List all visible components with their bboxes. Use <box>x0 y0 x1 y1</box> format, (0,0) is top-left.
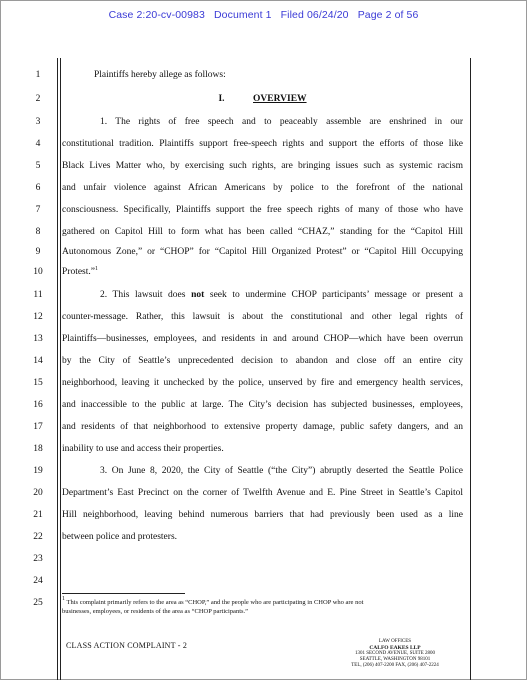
line-number: 5 <box>35 161 41 171</box>
firm-phone: TEL, (206) 407-2200 FAX, (206) 407-2224 <box>351 663 439 668</box>
paragraph-line: and residents of that neighborhood to extensive property damage, public safety dangers, and an <box>62 422 463 432</box>
paragraph-line: constitutional tradition. Plaintiffs support free-speech rights and support the efforts of those like <box>62 139 463 149</box>
margin-rule-right <box>470 58 471 680</box>
section-title: OVERVIEW <box>253 94 307 104</box>
firm-label: LAW OFFICES <box>378 639 412 644</box>
section-heading <box>62 93 463 105</box>
paragraph-text: seek to undermine CHOP participants’ message or present a <box>204 290 464 300</box>
page-count: Page 2 of 56 <box>357 9 419 21</box>
firm-address-line: 1301 SECOND AVENUE, SUITE 2800 <box>354 651 436 656</box>
line-number: 1 <box>35 70 41 80</box>
ecf-header <box>0 9 527 21</box>
footnote-continuation: businesses, employees, or residents of the area as “CHOP participants.” <box>62 608 249 615</box>
line-number: 10 <box>33 267 43 277</box>
line-number: 16 <box>33 400 43 410</box>
paragraph-line: and inaccessible to the public at large. The City’s decision has subjected businesses, employees, <box>62 400 463 410</box>
filed-date: Filed 06/24/20 <box>280 9 349 21</box>
line-number: 2 <box>35 94 41 104</box>
line-number: 14 <box>33 356 43 366</box>
paragraph-line: Department’s East Precinct on the corner of Twelfth Avenue and E. Pine Street in Seattle’s Capitol <box>62 488 463 498</box>
paragraph-line: Plaintiffs—businesses, employees, and residents in and around CHOP—which have been overrun <box>62 334 463 344</box>
document-number: Document 1 <box>213 9 272 21</box>
line-number: 21 <box>33 510 43 520</box>
paragraph-line <box>62 266 463 278</box>
footnote-text: This complaint primarily refers to the area as “CHOP,” and the people who are participating in CHOP who are not <box>65 599 364 606</box>
line-number: 8 <box>35 227 41 237</box>
line-number: 13 <box>33 334 43 344</box>
line-number: 24 <box>33 576 43 586</box>
firm-name: CALFO EAKES LLP <box>369 645 421 651</box>
paragraph-line: by the City of Seattle’s unprecedented decision to abandon and close off an entire city <box>62 356 463 366</box>
paragraph-line: and unfair violence against African Americans by police to the forefront of the national <box>62 183 463 193</box>
paragraph-text: Protest.” <box>62 267 95 277</box>
margin-rule-left-inner <box>60 58 61 680</box>
paragraph-line: counter-message. Rather, this lawsuit is about the constitutional and other legal rights of <box>62 312 463 322</box>
paragraph-line: 1. The rights of free speech and to peaceably assemble are enshrined in our <box>100 117 463 127</box>
line-number: 3 <box>35 117 41 127</box>
paragraph-text: 2. This lawsuit does <box>100 290 192 300</box>
paragraph-line: 3. On June 8, 2020, the City of Seattle (“the City”) abruptly deserted the Seattle Police <box>100 466 463 476</box>
paragraph-line: Hill neighborhood, leaving behind numerous barriers that had previously been used as a line <box>62 510 463 520</box>
law-firm-block <box>320 639 470 669</box>
line-number: 23 <box>33 554 43 564</box>
line-number: 19 <box>33 466 43 476</box>
intro-line: Plaintiffs hereby allege as follows: <box>94 70 226 80</box>
case-number: Case 2:20-cv-00983 <box>108 9 205 21</box>
line-number: 15 <box>33 378 43 388</box>
firm-address-line: SEATTLE, WASHINGTON 98101 <box>359 657 431 662</box>
line-number: 7 <box>35 205 41 215</box>
paragraph-line: between police and protesters. <box>62 532 178 542</box>
line-number: 18 <box>33 444 43 454</box>
line-number: 20 <box>33 488 43 498</box>
footnote <box>62 598 463 607</box>
paragraph-line: consciousness. Specifically, Plaintiffs support the free speech rights of many of those who have <box>62 205 463 215</box>
line-number: 12 <box>33 312 43 322</box>
footnote-separator <box>62 593 185 594</box>
paragraph-line: inability to use and access their properties. <box>62 444 224 454</box>
line-number: 9 <box>35 247 41 257</box>
footnote-number: 1 <box>62 596 65 602</box>
paragraph-line: Black Lives Matter who, by exercising such rights, are bringing issues such as systemic racism <box>62 161 463 171</box>
margin-rule-left-outer <box>57 58 58 680</box>
line-number: 25 <box>33 598 43 608</box>
line-number: 4 <box>35 139 41 149</box>
footnote-reference: 1 <box>94 266 98 272</box>
paragraph-line: gathered on Capitol Hill to form what has been called “CHAZ,” standing for the “Capitol Hill <box>62 227 463 237</box>
line-number: 22 <box>33 532 43 542</box>
line-number: 6 <box>35 183 41 193</box>
paragraph-line: Autonomous Zone,” or “CHOP” for “Capitol Hill Organized Protest” or “Capitol Hill Occupying <box>62 247 463 257</box>
paragraph-line <box>62 289 463 301</box>
section-numeral: I. <box>218 94 225 104</box>
line-number: 17 <box>33 422 43 432</box>
paragraph-line: neighborhood, leaving it unchecked by the police, unserved by fire and emergency health services, <box>62 378 463 388</box>
document-title-footer: CLASS ACTION COMPLAINT - 2 <box>66 641 188 650</box>
line-number: 11 <box>33 290 43 300</box>
emphasis-not: not <box>191 290 205 300</box>
